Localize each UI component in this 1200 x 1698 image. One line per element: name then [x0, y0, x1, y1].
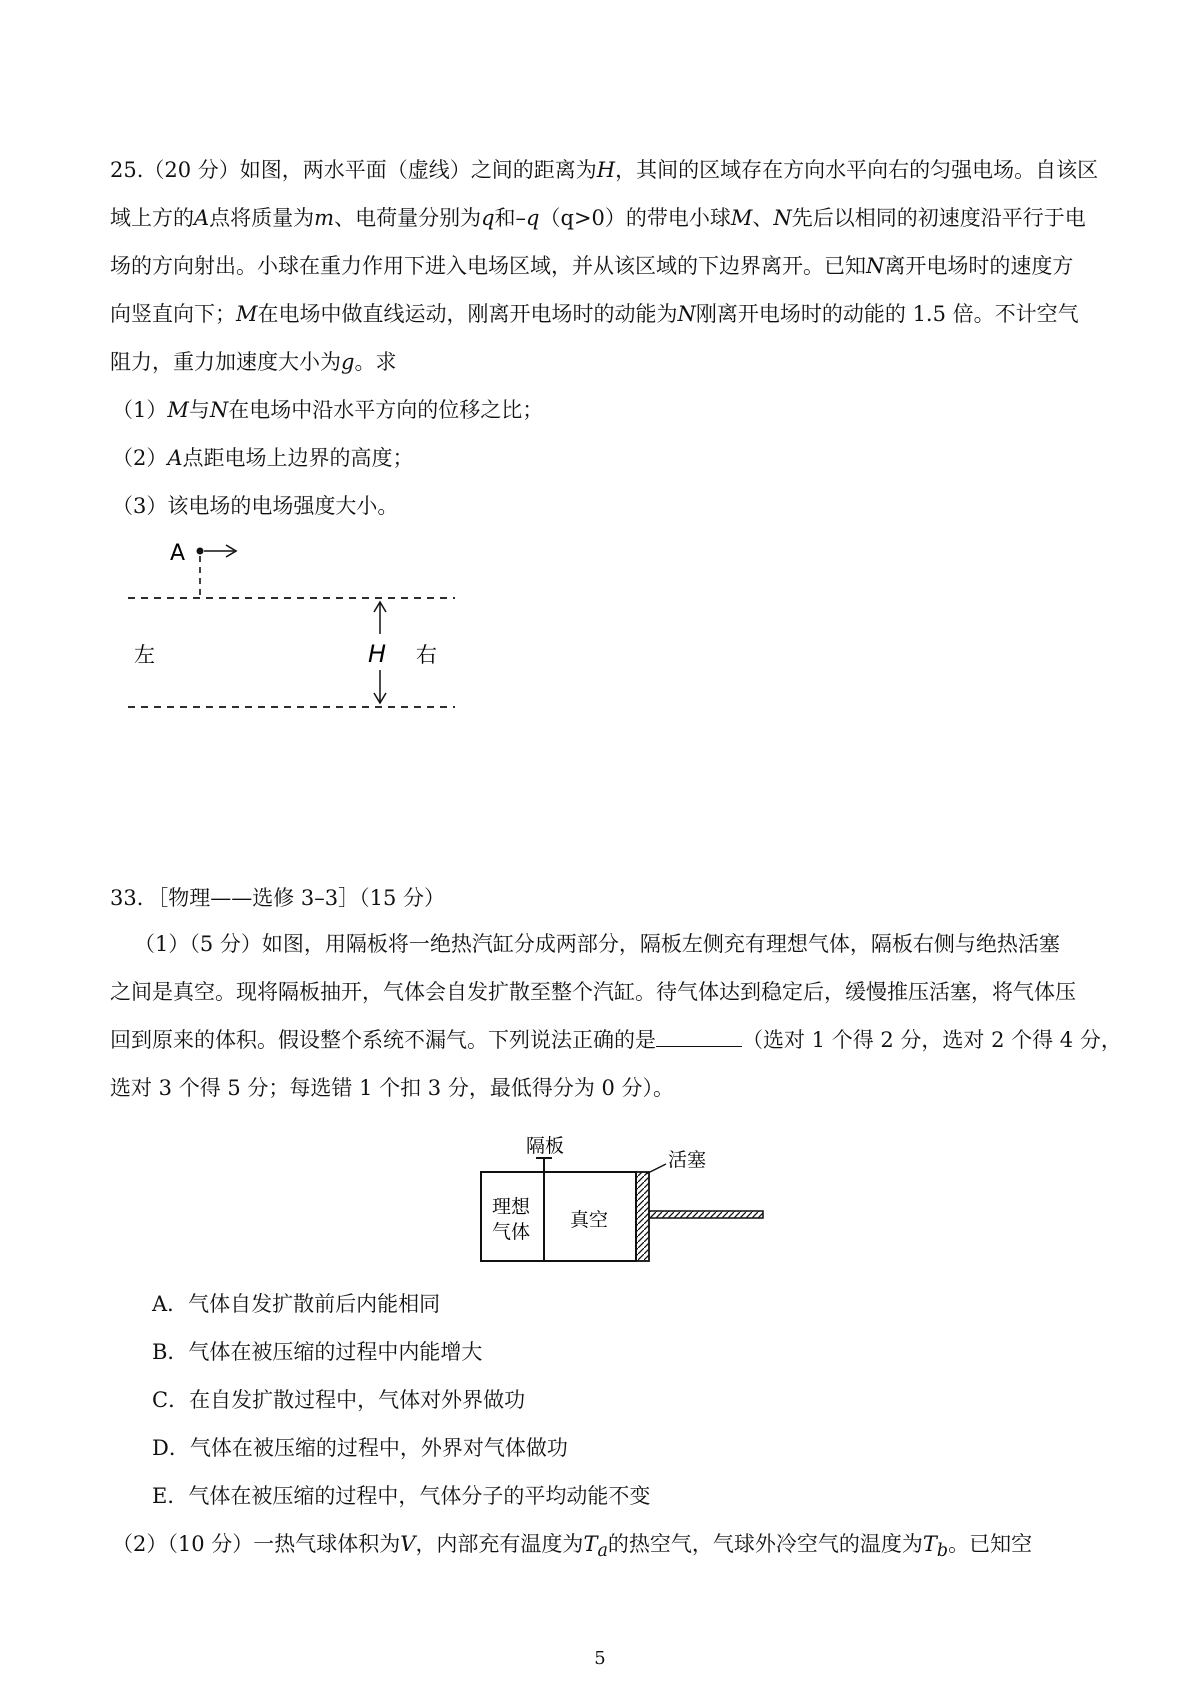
q33-part1-line-2: 之间是真空。现将隔板抽开，气体会自发扩散至整个汽缸。待气体达到稳定后，缓慢推压活塞，将气体压: [110, 980, 1076, 1004]
page-number: 5: [594, 1648, 606, 1669]
option-e: E．气体在被压缩的过程中，气体分子的平均动能不变: [152, 1484, 651, 1508]
q25-sub-question-1: （1）M与N在电场中沿水平方向的位移之比；: [112, 398, 544, 422]
left-label: 左: [134, 643, 155, 667]
q25-line-1: 25.（20 分）如图，两水平面（虚线）之间的距离为H，其间的区域存在方向水平向右的匀强电场。自该区: [110, 158, 1099, 182]
q33-part1-line-1: （1）（5 分）如图，用隔板将一绝热汽缸分成两部分，隔板左侧充有理想气体，隔板右侧与绝热活塞: [134, 932, 1060, 956]
q25-line-2: 域上方的A点将质量为m、电荷量分别为q和–q（q>0）的带电小球M、N先后以相同的初速度沿平行于电: [110, 206, 1086, 230]
gas-label-line-2: 气体: [492, 1221, 531, 1243]
q33-header: 33．［物理——选修 3–3］（15 分）: [110, 886, 446, 910]
q25-line-4: 向竖直向下；M在电场中做直线运动，刚离开电场时的动能为N刚离开电场时的动能的 1.5 倍。不计空气: [110, 302, 1079, 326]
option-c: C．在自发扩散过程中，气体对外界做功: [152, 1388, 526, 1412]
piston: [636, 1172, 649, 1261]
option-a: A．气体自发扩散前后内能相同: [152, 1292, 441, 1316]
option-d: D．气体在被压缩的过程中，外界对气体做功: [152, 1436, 568, 1460]
field-diagram: [110, 530, 470, 730]
right-label: 右: [416, 643, 437, 667]
q25-sub-question-3: （3）该电场的电场强度大小。: [112, 494, 399, 518]
piston-rod: [649, 1211, 763, 1218]
gas-label-line-1: 理想: [492, 1196, 531, 1218]
q33-part1-line-3: 回到原来的体积。假设整个系统不漏气。下列说法正确的是 （选对 1 个得 2 分，选对 2 个得 4 分，: [110, 1028, 1122, 1052]
answer-blank: [656, 1026, 742, 1047]
piston-leader-line: [646, 1164, 666, 1174]
piston-label: 活塞: [668, 1149, 707, 1171]
option-b: B．气体在被压缩的过程中内能增大: [152, 1340, 483, 1364]
q25-line-5: 阻力，重力加速度大小为g。求: [110, 350, 397, 374]
q33-part1-line-4: 选对 3 个得 5 分；每选错 1 个扣 3 分，最低得分为 0 分）。: [110, 1076, 675, 1100]
q33-part2: （2）（10 分）一热气球体积为V，内部充有温度为$T_a$的热空气，气球外冷空气的温度为$T_b$。已知空: [112, 1532, 1033, 1562]
q25-sub-question-2: （2）A点距电场上边界的高度；: [112, 446, 414, 470]
q25-line-3: 场的方向射出。小球在重力作用下进入电场区域，并从该区域的下边界离开。已知N离开电场时的速度方: [110, 254, 1074, 278]
height-label: H: [368, 640, 387, 668]
point-a: [197, 548, 204, 555]
cylinder-diagram: [470, 1128, 790, 1268]
vacuum-label: 真空: [570, 1209, 609, 1231]
partition-label: 隔板: [526, 1135, 565, 1157]
point-a-label: A: [170, 541, 186, 566]
